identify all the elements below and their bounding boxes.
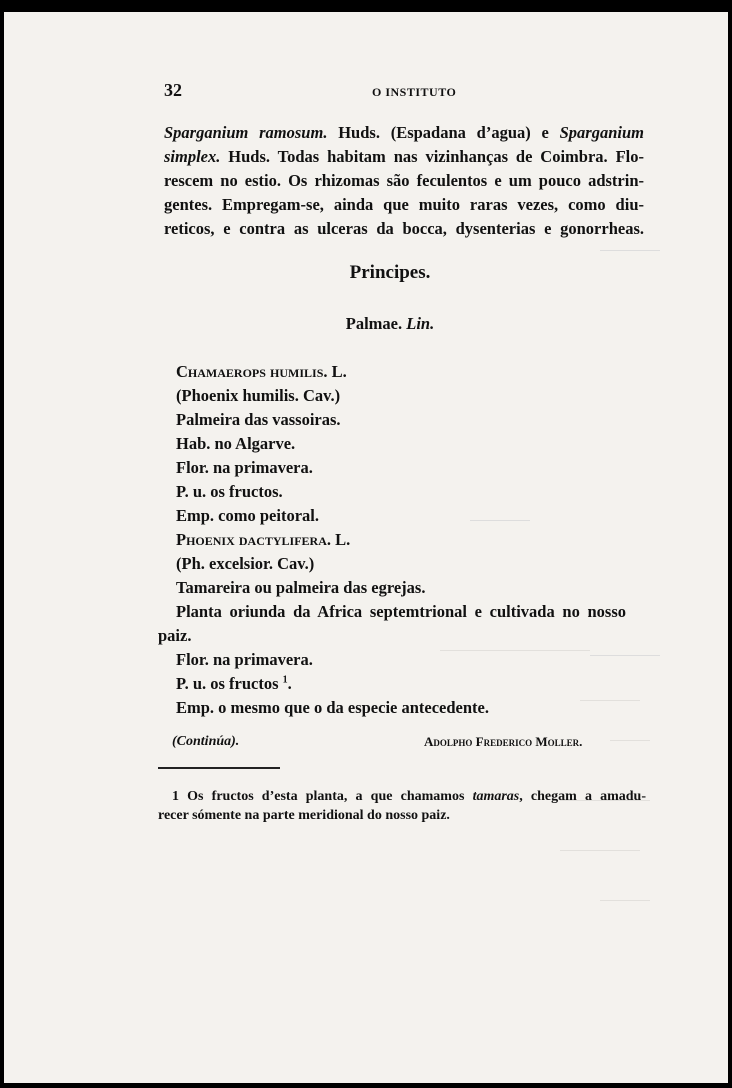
footnote-rule [158,767,280,769]
species-author: . L. [323,362,347,381]
family-name: Palmae. [345,314,403,333]
phoenix-parts [176,674,292,694]
chamaerops-common: Palmeira das vassoiras. [176,410,341,429]
footnote-line-2: recer sómente na parte meridional do nosso paiz. [158,808,450,823]
phoenix-flor: Flor. na primavera. [176,650,313,669]
species-name: simplex. [164,147,221,166]
phoenix-emp: Emp. o mesmo que o da especie antecedente. [176,698,490,717]
chamaerops-flor: Flor. na primavera. [176,458,313,477]
footnote-italic: tamaras [472,789,520,804]
parts-end: . [287,674,292,693]
chamaerops-name [176,362,347,382]
intro-text: Huds. Todas habitam nas vizinhanças de Coimbra. Flo- [220,147,644,166]
footnote-text: , chegam a amadu- [519,789,646,804]
family-author: Lin. [406,314,435,333]
species-name: Sparganium [559,123,644,142]
footnote-marker: 1 [172,789,179,804]
intro-line-1 [164,123,644,143]
footnote-text: Os fructos d’esta planta, a que chamamos [179,789,473,804]
intro-line-3: rescem no estio. Os rhizomas são feculentos e um pouco adstrin- [164,171,644,190]
species-author: . L. [326,530,351,549]
parts-text: P. u. os fructos [176,674,279,693]
species-name: Chamaerops humilis [176,362,324,381]
intro-line-2 [164,147,644,167]
page-number: 32 [164,80,182,100]
phoenix-common: Tamareira ou palmeira das egrejas. [176,578,426,597]
section-title: Principes. [349,262,431,283]
running-title: O INSTITUTO [372,85,457,99]
continua-text: (Continúa). [172,734,240,749]
footnote-reference: 1 [282,674,288,686]
intro-text: Huds. (Espadana d’agua) e [327,123,560,142]
article-author: Adolpho Frederico Moller. [424,734,583,749]
chamaerops-hab: Hab. no Algarve. [176,434,296,453]
page-header [164,80,634,102]
intro-line-4: gentes. Empregam-se, ainda que muito raras vezes, como diu- [164,195,644,214]
phoenix-name [176,530,350,550]
phoenix-synonym: (Ph. excelsior. Cav.) [176,554,315,573]
chamaerops-synonym: (Phoenix humilis. Cav.) [176,386,341,405]
phoenix-origin-line-1: Planta oriunda da Africa septemtrional e cultivada no nosso [176,602,626,621]
species-name: Sparganium ramosum. [164,123,328,142]
intro-line-5: reticos, e contra as ulceras da bocca, dysenterias e gonorrheas. [164,219,644,238]
family-heading [300,314,480,334]
chamaerops-parts: P. u. os fructos. [176,482,283,501]
phoenix-origin-line-2: paiz. [158,626,192,645]
chamaerops-emp: Emp. como peitoral. [176,506,319,525]
footnote-line-1 [172,789,646,805]
continua-label [172,734,239,750]
species-name: Phoenix dactylifera [176,530,327,549]
